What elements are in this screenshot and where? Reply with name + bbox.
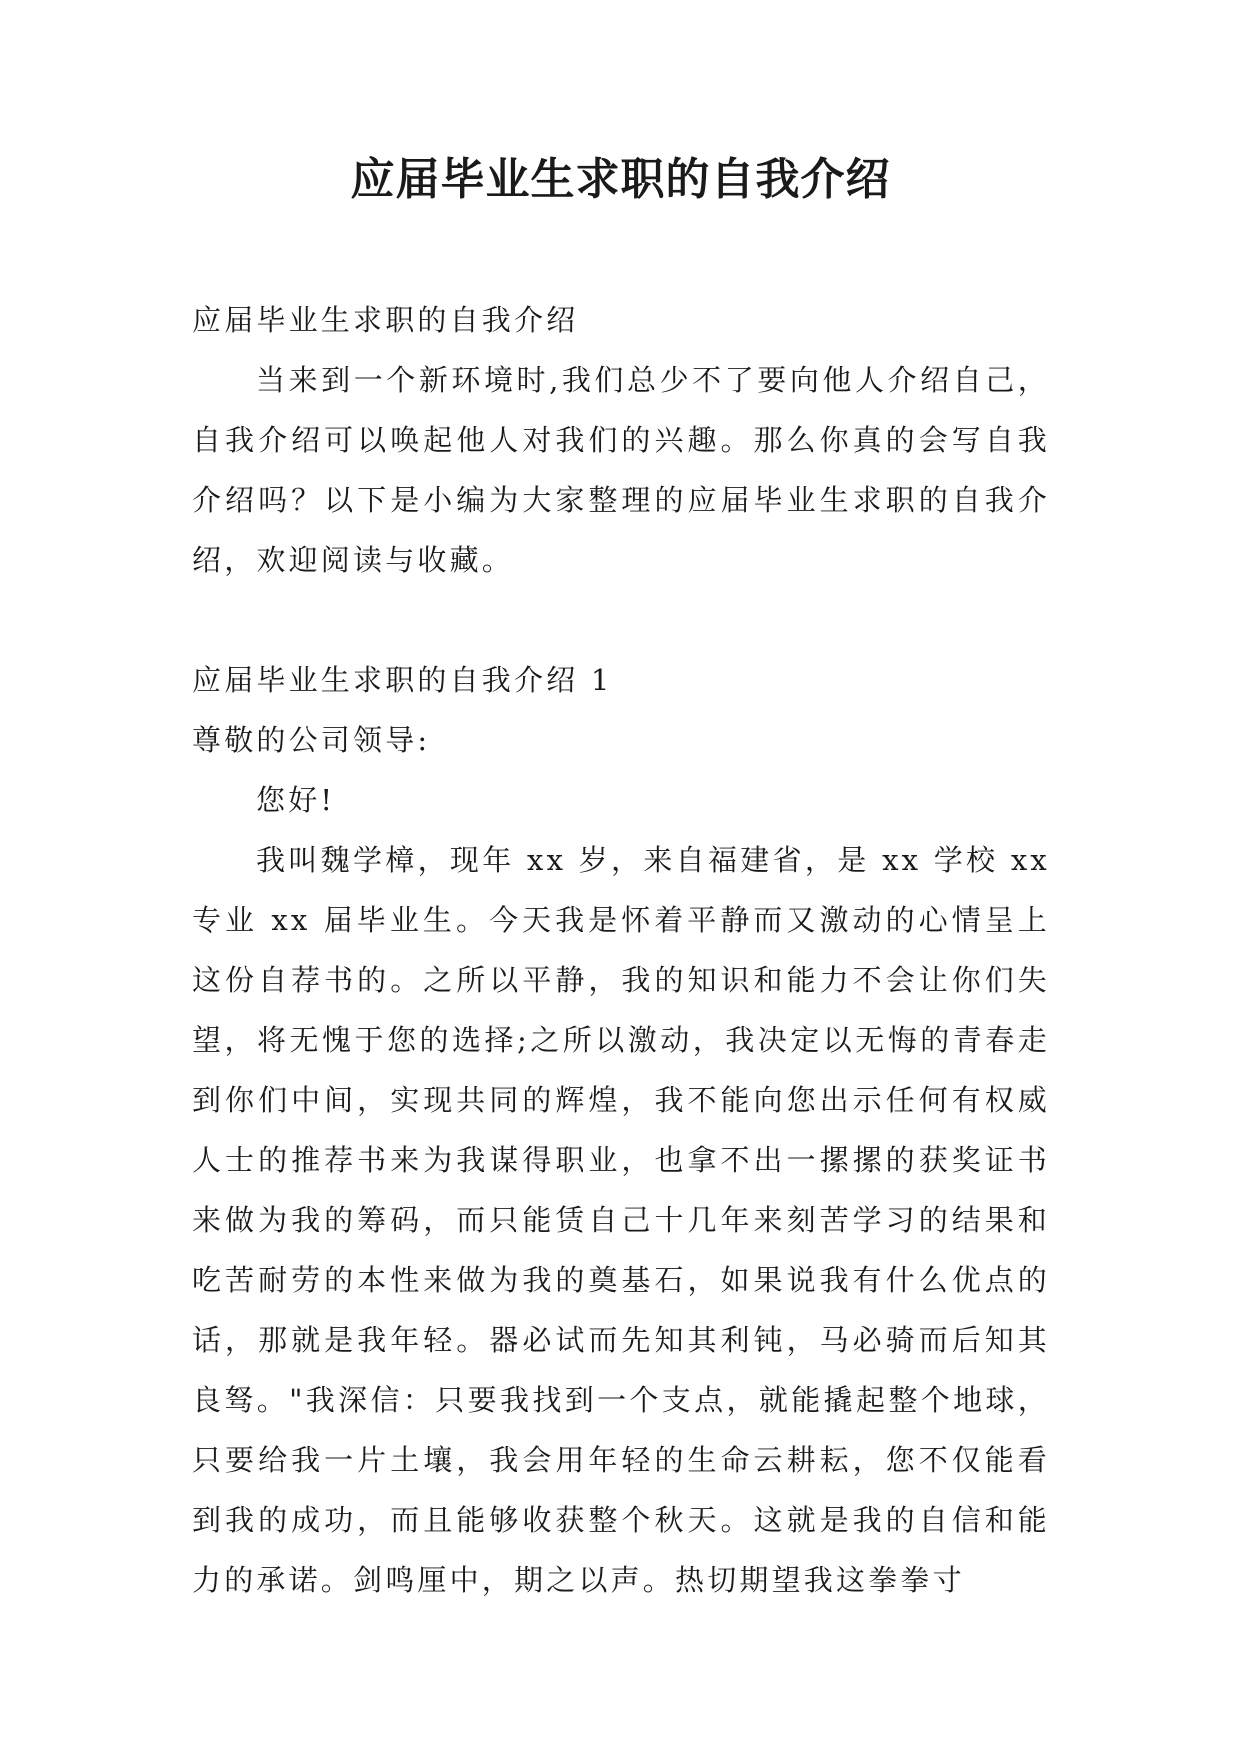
greeting: 您好! bbox=[256, 783, 336, 817]
body-paragraph: 我叫魏学樟，现年 xx 岁，来自福建省，是 xx 学校 xx 专业 xx 届毕业生。今天我是怀着平静而又激动的心情呈上这份自荐书的。之所以平静，我的知识和能力不会让你们失望，将无愧于您的选择;之所以激动，我决定以无悔的青春走到你们中间，实现共同的辉煌，我不能向您出示任何有权威人士的推荐书来为我谋得职业，也拿不出一摞摞的获奖证书来做为我的筹码，而只能赁自己十几年来刻苦学习的结果和吃苦耐劳的本性来做为我的奠基石，如果说我有什么优点的话，那就是我年轻。器必试而先知其利钝，马必骑而后知其良驽。"我深信：只要我找到一个支点，就能撬起整个地球，只要给我一片土壤，我会用年轻的生命云耕耘，您不仅能看到我的成功，而且能够收获整个秋天。这就是我的自信和能力的承诺。剑鸣厘中，期之以声。热切期望我这拳拳寸 bbox=[192, 843, 1050, 1597]
section-heading: 应届毕业生求职的自我介绍 1 bbox=[192, 663, 613, 697]
document-title: 应届毕业生求职的自我介绍 bbox=[350, 154, 891, 205]
salutation: 尊敬的公司领导: bbox=[192, 723, 431, 757]
document-subtitle: 应届毕业生求职的自我介绍 bbox=[192, 303, 579, 337]
document-body bbox=[192, 290, 1050, 1610]
paragraph-spacer bbox=[192, 590, 1050, 650]
intro-paragraph: 当来到一个新环境时,我们总少不了要向他人介绍自己，自我介绍可以唤起他人对我们的兴趣。那么你真的会写自我介绍吗？以下是小编为大家整理的应届毕业生求职的自我介绍，欢迎阅读与收藏。 bbox=[192, 363, 1050, 577]
